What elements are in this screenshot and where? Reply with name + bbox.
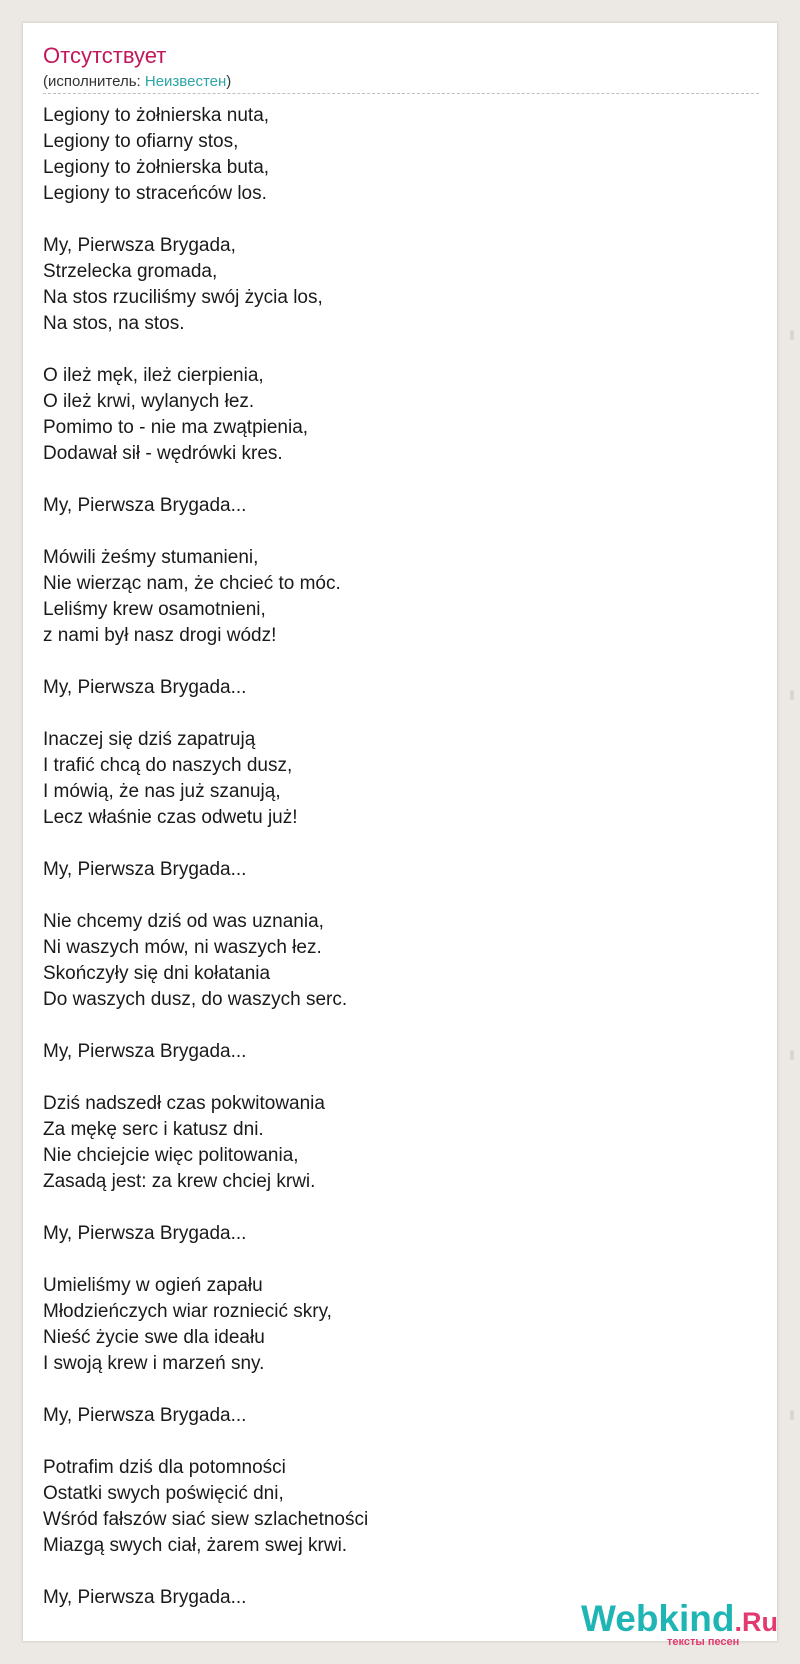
lyrics-line: Legiony to żołnierska buta, xyxy=(43,157,270,178)
lyrics-line: My, Pierwsza Brygada... xyxy=(43,859,247,880)
lyrics-stanza xyxy=(43,857,743,883)
lyrics-line: Skończyły się dni kołatania xyxy=(43,963,271,984)
lyrics-line: Na stos rzuciliśmy swój życia los, xyxy=(43,287,323,308)
lyrics-line: Mówili żeśmy stumanieni, xyxy=(43,547,259,568)
lyrics-stanza xyxy=(43,493,743,519)
lyrics-line: Młodzieńczych wiar rozniecić skry, xyxy=(43,1301,332,1322)
lyrics-stanza xyxy=(43,1091,743,1195)
edge-decoration xyxy=(790,690,794,700)
lyrics-line: My, Pierwsza Brygada... xyxy=(43,495,247,516)
lyrics-line: Leliśmy krew osamotnieni, xyxy=(43,599,266,620)
lyrics-card xyxy=(22,22,778,1648)
lyrics-line: I mówią, że nas już szanują, xyxy=(43,781,281,802)
lyrics-line: Zasadą jest: za krew chciej krwi. xyxy=(43,1171,316,1192)
lyrics-line: My, Pierwsza Brygada, xyxy=(43,235,236,256)
lyrics-stanza xyxy=(43,1221,743,1247)
lyrics-line: Dodawał sił - wędrówki kres. xyxy=(43,443,283,464)
edge-decoration xyxy=(790,1410,794,1420)
lyrics-line: Nie wierząc nam, że chcieć to móc. xyxy=(43,573,341,594)
lyrics-line: Inaczej się dziś zapatrują xyxy=(43,729,256,750)
lyrics-stanza xyxy=(43,675,743,701)
lyrics-line: Legiony to straceńców los. xyxy=(43,183,267,204)
lyrics-stanza xyxy=(43,909,743,1013)
performer-line xyxy=(43,73,231,91)
lyrics-line: Miazgą swych ciał, żarem swej krwi. xyxy=(43,1535,348,1556)
lyrics-stanza xyxy=(43,233,743,337)
logo-tld: .Ru xyxy=(734,1607,778,1637)
lyrics-line: Za mękę serc i katusz dni. xyxy=(43,1119,264,1140)
lyrics-line: O ileż krwi, wylanych łez. xyxy=(43,391,255,412)
lyrics-line: Wśród fałszów siać siew szlachetności xyxy=(43,1509,369,1530)
webkind-logo[interactable] xyxy=(581,1599,781,1649)
lyrics-line: My, Pierwsza Brygada... xyxy=(43,1223,247,1244)
lyrics-line: Nieść życie swe dla ideału xyxy=(43,1327,265,1348)
lyrics-line: Strzelecka gromada, xyxy=(43,261,218,282)
lyrics-line: Umieliśmy w ogień zapału xyxy=(43,1275,263,1296)
lyrics-line: Nie chciejcie więc politowania, xyxy=(43,1145,299,1166)
performer-link[interactable]: Неизвестен xyxy=(144,73,227,90)
lyrics-line: Ostatki swych poświęcić dni, xyxy=(43,1483,284,1504)
lyrics-stanza xyxy=(43,1039,743,1065)
lyrics-line: My, Pierwsza Brygada... xyxy=(43,1405,247,1426)
lyrics-stanza xyxy=(43,103,743,207)
title-divider xyxy=(43,93,759,94)
lyrics-stanza xyxy=(43,727,743,831)
lyrics-line: O ileż męk, ileż cierpienia, xyxy=(43,365,264,386)
lyrics-line: Na stos, na stos. xyxy=(43,313,185,334)
lyrics-stanza xyxy=(43,1403,743,1429)
edge-decoration xyxy=(790,1050,794,1060)
lyrics-line: I swoją krew i marzeń sny. xyxy=(43,1353,265,1374)
lyrics-stanza xyxy=(43,363,743,467)
lyrics-line: My, Pierwsza Brygada... xyxy=(43,677,247,698)
edge-decoration xyxy=(790,330,794,340)
lyrics-line: Legiony to żołnierska nuta, xyxy=(43,105,270,126)
logo-name: Webkind xyxy=(581,1598,735,1639)
lyrics-stanza xyxy=(43,545,743,649)
performer-suffix: ) xyxy=(226,73,232,90)
lyrics-line: Pomimo to - nie ma zwątpienia, xyxy=(43,417,309,438)
lyrics-line: Potrafim dziś dla potomności xyxy=(43,1457,286,1478)
lyrics-body xyxy=(43,103,743,1637)
lyrics-stanza xyxy=(43,1273,743,1377)
lyrics-line: Lecz właśnie czas odwetu już! xyxy=(43,807,298,828)
song-title: Отсутствует xyxy=(43,43,167,68)
logo-tagline: тексты песен xyxy=(667,1636,740,1648)
lyrics-line: Nie chcemy dziś od was uznania, xyxy=(43,911,324,932)
lyrics-line: My, Pierwsza Brygada... xyxy=(43,1041,247,1062)
lyrics-line: Ni waszych mów, ni waszych łez. xyxy=(43,937,322,958)
lyrics-line: Legiony to ofiarny stos, xyxy=(43,131,239,152)
lyrics-line: Dziś nadszedł czas pokwitowania xyxy=(43,1093,325,1114)
lyrics-stanza xyxy=(43,1455,743,1559)
lyrics-line: Do waszych dusz, do waszych serc. xyxy=(43,989,348,1010)
performer-prefix: (исполнитель: xyxy=(43,73,145,90)
lyrics-line: I trafić chcą do naszych dusz, xyxy=(43,755,293,776)
lyrics-line: z nami był nasz drogi wódz! xyxy=(43,625,277,646)
lyrics-line: My, Pierwsza Brygada... xyxy=(43,1587,247,1608)
